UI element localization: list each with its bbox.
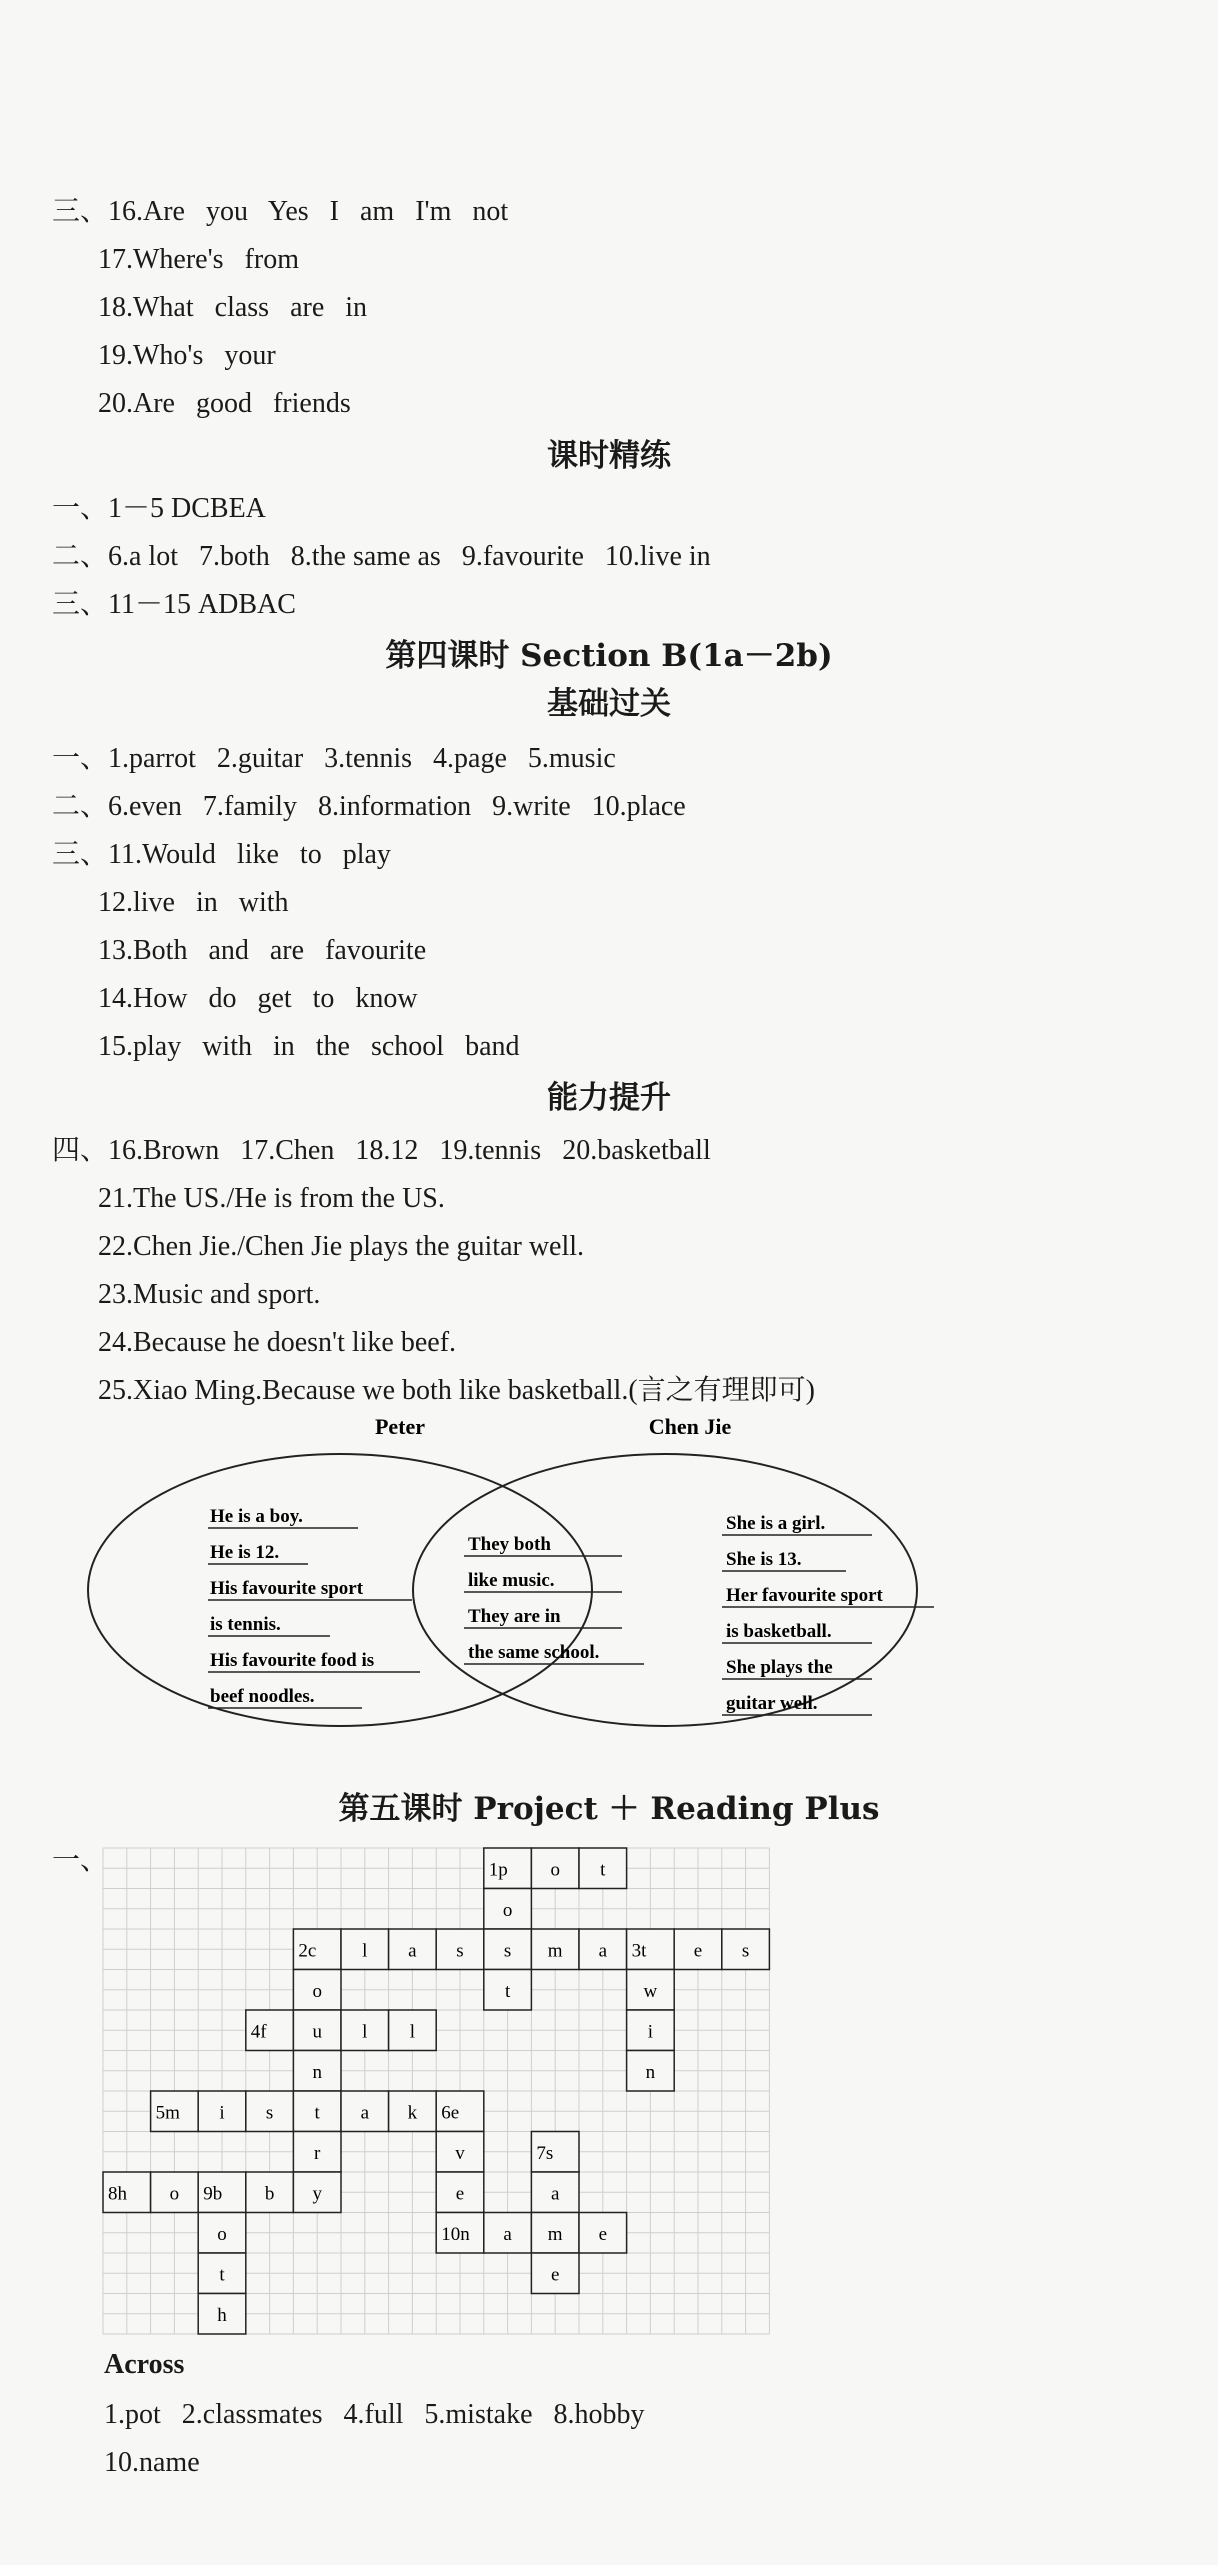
answer-line: 23.Music and sport.: [98, 1279, 321, 1310]
venn-right-text: She plays the: [726, 1657, 833, 1678]
crossword-letter-char: n: [460, 2223, 470, 2245]
crossword-letter: s: [741, 1940, 750, 1962]
crossword-cell: [198, 2213, 246, 2254]
answer-line: 22.Chen Jie./Chen Jie plays the guitar well.: [98, 1231, 585, 1262]
crossword-letter: l: [362, 1940, 368, 1962]
crossword-cell: [531, 1848, 579, 1889]
crossword-letter: l: [409, 2021, 416, 2043]
answer-line: 17.Where's from: [98, 244, 299, 275]
venn-left-text: His favourite sport: [210, 1578, 364, 1599]
crossword-number: 9: [203, 2183, 213, 2205]
crossword-cell: [484, 1848, 532, 1889]
crossword-cell: [389, 2091, 437, 2132]
crossword-letter: [298, 1940, 316, 1961]
crossword-cell: [484, 1889, 532, 1930]
answer-line: 13.Both and are favourite: [98, 935, 427, 966]
crossword-letter: a: [360, 2102, 370, 2124]
venn-title-left: Peter: [374, 1414, 426, 1439]
crossword-cell: [484, 1970, 532, 2011]
crossword-letter: [203, 2183, 222, 2204]
crossword-letter: n: [312, 2061, 322, 2083]
crossword-cell: [627, 2010, 675, 2051]
crossword-cell: [341, 2010, 389, 2051]
answer-line: 二、6.even 7.family 8.information 9.write 10.place: [52, 791, 686, 822]
crossword-cell: [531, 2213, 579, 2254]
crossword-cell: [293, 2051, 341, 2092]
crossword-letter: t: [600, 1859, 606, 1881]
crossword-letter: k: [407, 2102, 418, 2124]
crossword-number: 8: [108, 2183, 118, 2205]
crossword-letter: o: [502, 1899, 513, 1921]
answer-line: 19.Who's your: [98, 340, 276, 371]
crossword-letter: e: [550, 2264, 560, 2286]
heading-nengli: 能力提升: [547, 1080, 671, 1116]
crossword-letter-char: p: [498, 1859, 508, 1881]
crossword-number: 6: [441, 2102, 451, 2124]
crossword-letter: l: [362, 2021, 368, 2043]
venn-left-text: is tennis.: [210, 1614, 281, 1635]
crossword-letter: o: [169, 2183, 180, 2205]
crossword-letter: h: [217, 2304, 227, 2326]
crossword-cell: [436, 2172, 484, 2213]
crossword-letter: t: [504, 1980, 511, 2002]
crossword-letter: e: [693, 1940, 703, 1962]
crossword-letter: b: [264, 2183, 275, 2205]
crossword-letter: o: [217, 2223, 227, 2245]
crossword-cell: [293, 1970, 341, 2011]
crossword-cell: [246, 2010, 294, 2051]
crossword-letter: v: [455, 2142, 465, 2164]
crossword-cell: [627, 2051, 675, 2092]
crossword-letter-char: s: [545, 2142, 554, 2164]
crossword-letter: e: [455, 2183, 465, 2205]
crossword-letter: a: [550, 2183, 560, 2205]
crossword-number: 7: [536, 2142, 546, 2164]
heading-lesson4: 第四课时 Section B(1a－2b): [385, 638, 833, 674]
crossword-cell: [151, 2172, 199, 2213]
crossword-cell: [484, 2213, 532, 2254]
crossword-cell: [293, 2132, 341, 2173]
crossword-cell: [341, 2091, 389, 2132]
crossword-letter: a: [598, 1940, 608, 1962]
crossword-cell: [436, 2091, 484, 2132]
crossword-letter-char: b: [212, 2183, 223, 2205]
crossword-cell: [198, 2253, 246, 2294]
crossword-letter: s: [265, 2102, 274, 2124]
crossword-number: 10: [441, 2223, 461, 2245]
crossword-letter: a: [408, 1940, 417, 1962]
crossword-cell: [579, 1929, 627, 1970]
answer-line: 四、16.Brown 17.Chen 18.12 19.tennis 20.basketball: [52, 1135, 711, 1166]
answer-line: 二、6.a lot 7.both 8.the same as 9.favourite 10.live in: [52, 541, 711, 572]
crossword-letter: s: [503, 1940, 512, 1962]
crossword-letter-char: c: [307, 1940, 317, 1962]
crossword-letter-char: t: [641, 1940, 647, 1962]
crossword-letter: m: [547, 1940, 563, 1962]
crossword-cell: [579, 1848, 627, 1889]
venn-right-text: She is 13.: [726, 1549, 802, 1570]
crossword-cell: [484, 1929, 532, 1970]
heading-keshi: 课时精练: [547, 438, 671, 474]
crossword-number: 4: [250, 2021, 261, 2043]
crossword-letter: [251, 2021, 267, 2042]
crossword-letter: u: [312, 2021, 322, 2043]
answer-line: 21.The US./He is from the US.: [98, 1183, 445, 1214]
crossword-cell: [198, 2294, 246, 2335]
venn-middle-text: They both: [468, 1534, 551, 1555]
crossword-cell: [627, 1929, 675, 1970]
venn-right-text: is basketball.: [726, 1621, 832, 1642]
heading-lesson5: 第五课时 Project ＋ Reading Plus: [338, 1791, 880, 1827]
crossword-cell: [579, 2213, 627, 2254]
across-line: 10.name: [104, 2447, 200, 2478]
heading-jichu: 基础过关: [547, 686, 671, 722]
crossword-grid: [0, 1840, 1218, 2340]
venn-left-text: His favourite food is: [210, 1650, 375, 1671]
crossword-letter: s: [456, 1940, 464, 1962]
venn-left-text: He is a boy.: [210, 1506, 303, 1527]
answer-line: 三、16.Are you Yes I am I'm not: [52, 196, 509, 227]
crossword-cell: [103, 2172, 151, 2213]
crossword-letter: n: [645, 2061, 656, 2083]
crossword-cell: [627, 1970, 675, 2011]
crossword-cell: [674, 1929, 722, 1970]
crossword-letter: o: [312, 1980, 322, 2002]
crossword-cell: [293, 2010, 341, 2051]
venn-title-right: Chen Jie: [648, 1414, 732, 1439]
crossword-cell: [198, 2172, 246, 2213]
crossword-letter: y: [312, 2183, 322, 2205]
crossword-cell: [531, 2253, 579, 2294]
answer-line: 25.Xiao Ming.Because we both like basketball.(言之有理即可): [98, 1375, 815, 1406]
crossword-letter: a: [503, 2223, 512, 2245]
crossword-letter: t: [219, 2264, 225, 2286]
crossword-number: 1: [488, 1859, 499, 1881]
crossword-cell: [531, 2132, 579, 2173]
crossword-marker: 一、: [52, 1845, 109, 1876]
crossword-cell: [389, 2010, 437, 2051]
venn-left-text: beef noodles.: [210, 1686, 315, 1707]
crossword-number: 2: [298, 1940, 308, 1962]
crossword-letter: i: [219, 2102, 225, 2124]
answer-line: 15.play with in the school band: [98, 1031, 520, 1062]
answer-line: 14.How do get to know: [98, 983, 418, 1014]
crossword-cell: [436, 2132, 484, 2173]
crossword-cell: [531, 2172, 579, 2213]
venn-middle-text: like music.: [468, 1570, 555, 1591]
crossword-letter: [108, 2183, 128, 2204]
venn-right-text: guitar well.: [726, 1693, 818, 1714]
answer-line: 12.live in with: [98, 887, 289, 918]
answer-line: 一、1－5 DCBEA: [52, 493, 266, 524]
venn-middle-text: They are in: [468, 1606, 561, 1627]
answer-line: 一、1.parrot 2.guitar 3.tennis 4.page 5.music: [52, 743, 616, 774]
crossword-number: 3: [631, 1940, 642, 1962]
venn-diagram: [0, 1410, 1218, 1780]
crossword-cell: [246, 2172, 294, 2213]
crossword-cell: [198, 2091, 246, 2132]
crossword-letter: [489, 1859, 508, 1880]
venn-right-text: Her favourite sport: [726, 1585, 883, 1606]
crossword-cell: [436, 1929, 484, 1970]
crossword-letter: i: [647, 2021, 654, 2043]
crossword-number: 5: [155, 2102, 166, 2124]
crossword-cell: [722, 1929, 770, 1970]
answer-line: 三、11.Would like to play: [52, 839, 391, 870]
crossword-letter: [156, 2102, 181, 2123]
crossword-letter: w: [643, 1980, 658, 2002]
crossword-letter-char: h: [117, 2183, 127, 2205]
crossword-letter-char: f: [260, 2021, 267, 2043]
crossword-letter: [441, 2224, 470, 2245]
crossword-letter: m: [547, 2223, 563, 2245]
crossword-letter: o: [550, 1859, 560, 1881]
crossword-cell: [151, 2091, 199, 2132]
answer-line: 18.What class are in: [98, 292, 368, 323]
venn-right-text: She is a girl.: [726, 1513, 826, 1534]
crossword-letter-char: e: [450, 2102, 460, 2124]
crossword-letter: [632, 1940, 648, 1961]
crossword-letter-char: m: [165, 2102, 180, 2124]
crossword-cell: [293, 1929, 341, 1970]
crossword-letter: [441, 2102, 459, 2123]
crossword-letter: r: [314, 2142, 321, 2164]
crossword-letter: [536, 2143, 553, 2164]
crossword-cell: [531, 1929, 579, 1970]
crossword-cell: [341, 1929, 389, 1970]
crossword-letter: e: [598, 2223, 608, 2245]
crossword-cell: [389, 1929, 437, 1970]
crossword-cell: [246, 2091, 294, 2132]
venn-middle-text: the same school.: [468, 1642, 600, 1663]
across-line: 1.pot 2.classmates 4.full 5.mistake 8.hobby: [104, 2399, 645, 2430]
answer-line: 三、11－15 ADBAC: [52, 589, 296, 620]
crossword-cell: [436, 2213, 484, 2254]
venn-left-text: He is 12.: [210, 1542, 280, 1563]
answer-line: 24.Because he doesn't like beef.: [98, 1327, 457, 1358]
crossword-cell: [293, 2091, 341, 2132]
answer-line: 20.Are good friends: [98, 388, 351, 419]
across-title: Across: [104, 2349, 185, 2380]
crossword-letter: t: [314, 2102, 320, 2124]
crossword-cell: [293, 2172, 341, 2213]
